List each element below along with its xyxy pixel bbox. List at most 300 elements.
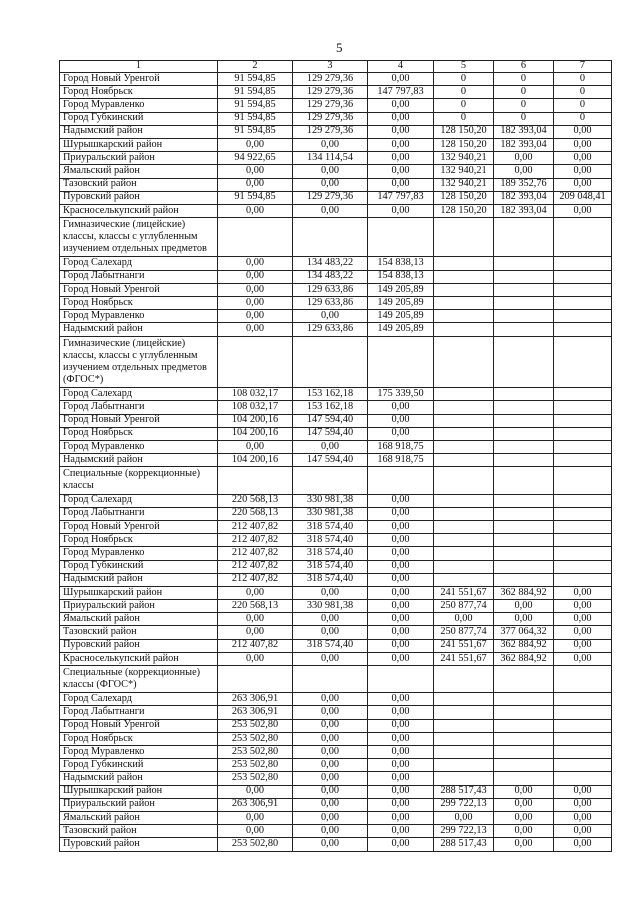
value-cell: 0,00	[494, 838, 554, 851]
value-cell	[434, 719, 494, 732]
region-name: Ямальский район	[60, 811, 218, 824]
value-cell: 132 940,21	[434, 165, 494, 178]
value-cell: 0,00	[368, 706, 434, 719]
table-row	[60, 270, 612, 283]
table-row	[60, 652, 612, 665]
value-cell: 168 918,75	[368, 440, 434, 453]
region-name: Шурышкарский район	[60, 138, 218, 151]
value-cell: 129 279,36	[293, 125, 368, 138]
value-cell: 0,00	[554, 811, 612, 824]
value-cell	[494, 560, 554, 573]
value-cell: 0,00	[368, 112, 434, 125]
value-cell: 0,00	[368, 825, 434, 838]
value-cell: 288 517,43	[434, 838, 494, 851]
value-cell: 0,00	[293, 310, 368, 323]
value-cell	[434, 218, 494, 257]
value-cell	[494, 507, 554, 520]
value-cell	[554, 388, 612, 401]
value-cell: 0	[554, 99, 612, 112]
value-cell: 0	[434, 112, 494, 125]
section-label: Специальные (коррекционные) классы	[60, 467, 218, 494]
value-cell: 0,00	[218, 613, 293, 626]
region-name: Город Муравленко	[60, 99, 218, 112]
value-cell: 0,00	[368, 759, 434, 772]
value-cell	[554, 257, 612, 270]
value-cell: 253 502,80	[218, 746, 293, 759]
value-cell: 153 162,18	[293, 388, 368, 401]
value-cell	[554, 454, 612, 467]
value-cell: 0,00	[293, 706, 368, 719]
table-row	[60, 440, 612, 453]
value-cell: 108 032,17	[218, 401, 293, 414]
value-cell	[554, 693, 612, 706]
value-cell: 0,00	[218, 323, 293, 336]
value-cell: 0,00	[293, 732, 368, 745]
value-cell: 0,00	[554, 178, 612, 191]
region-name: Город Лабытнанги	[60, 507, 218, 520]
value-cell	[434, 336, 494, 388]
value-cell: 0,00	[293, 785, 368, 798]
value-cell: 0,00	[218, 440, 293, 453]
value-cell: 0,00	[368, 785, 434, 798]
value-cell: 0,00	[293, 138, 368, 151]
value-cell: 0,00	[494, 785, 554, 798]
value-cell: 91 594,85	[218, 112, 293, 125]
value-cell	[554, 772, 612, 785]
value-cell	[434, 520, 494, 533]
value-cell: 0,00	[554, 613, 612, 626]
value-cell: 0,00	[218, 310, 293, 323]
region-name: Надымский район	[60, 454, 218, 467]
table-row	[60, 388, 612, 401]
region-name: Город Муравленко	[60, 310, 218, 323]
value-cell: 0,00	[368, 693, 434, 706]
value-cell: 0	[554, 73, 612, 86]
value-cell: 91 594,85	[218, 86, 293, 99]
value-cell: 129 279,36	[293, 191, 368, 204]
value-cell	[434, 297, 494, 310]
table-row	[60, 719, 612, 732]
value-cell: 182 393,04	[494, 204, 554, 217]
value-cell	[434, 746, 494, 759]
value-cell	[293, 666, 368, 693]
value-cell: 250 877,74	[434, 600, 494, 613]
value-cell: 0,00	[368, 494, 434, 507]
value-cell	[554, 283, 612, 296]
value-cell	[554, 520, 612, 533]
value-cell	[434, 772, 494, 785]
value-cell: 0,00	[368, 838, 434, 851]
value-cell: 0,00	[218, 811, 293, 824]
value-cell	[434, 560, 494, 573]
page-number: 5	[336, 40, 343, 55]
region-name: Город Лабытнанги	[60, 401, 218, 414]
value-cell: 241 551,67	[434, 652, 494, 665]
value-cell: 147 797,83	[368, 86, 434, 99]
value-cell: 0,00	[368, 204, 434, 217]
value-cell	[368, 666, 434, 693]
value-cell	[434, 283, 494, 296]
value-cell: 0,00	[554, 125, 612, 138]
region-name: Приуральский район	[60, 600, 218, 613]
value-cell: 0,00	[368, 99, 434, 112]
value-cell	[494, 759, 554, 772]
value-cell	[554, 336, 612, 388]
value-cell: 91 594,85	[218, 73, 293, 86]
table-row	[60, 494, 612, 507]
value-cell: 0,00	[293, 613, 368, 626]
value-cell	[494, 693, 554, 706]
value-cell: 253 502,80	[218, 838, 293, 851]
value-cell: 0,00	[218, 586, 293, 599]
value-cell	[434, 732, 494, 745]
value-cell	[554, 706, 612, 719]
value-cell: 134 483,22	[293, 257, 368, 270]
value-cell: 104 200,16	[218, 454, 293, 467]
value-cell: 263 306,91	[218, 706, 293, 719]
value-cell: 0,00	[293, 719, 368, 732]
header-row	[60, 61, 612, 73]
section-label: Гимназические (лицейские) классы, классы с углубленным изучением отдельных предметов (ФГОС*)	[60, 336, 218, 388]
section-header-row	[60, 218, 612, 257]
value-cell	[494, 401, 554, 414]
value-cell: 212 407,82	[218, 520, 293, 533]
value-cell: 0,00	[434, 811, 494, 824]
value-cell	[434, 440, 494, 453]
value-cell: 128 150,20	[434, 138, 494, 151]
value-cell: 0,00	[368, 401, 434, 414]
value-cell	[434, 467, 494, 494]
value-cell: 149 205,89	[368, 283, 434, 296]
value-cell: 0,00	[554, 798, 612, 811]
column-header: 2	[218, 61, 293, 73]
value-cell	[434, 270, 494, 283]
value-cell: 0	[434, 86, 494, 99]
value-cell: 0,00	[368, 152, 434, 165]
table-body	[60, 73, 612, 852]
value-cell: 253 502,80	[218, 719, 293, 732]
value-cell: 182 393,04	[494, 191, 554, 204]
value-cell	[554, 427, 612, 440]
table-row	[60, 86, 612, 99]
value-cell	[434, 454, 494, 467]
value-cell: 0,00	[293, 838, 368, 851]
table-row	[60, 573, 612, 586]
value-cell: 0,00	[494, 811, 554, 824]
value-cell: 0,00	[368, 746, 434, 759]
value-cell: 0,00	[368, 520, 434, 533]
value-cell	[554, 547, 612, 560]
section-label: Гимназические (лицейские) классы, классы с углубленным изучением отдельных предметов	[60, 218, 218, 257]
region-name: Красноселькупский район	[60, 204, 218, 217]
value-cell	[494, 218, 554, 257]
value-cell: 241 551,67	[434, 586, 494, 599]
value-cell	[293, 336, 368, 388]
value-cell: 147 594,40	[293, 414, 368, 427]
table-row	[60, 297, 612, 310]
column-header: 6	[494, 61, 554, 73]
value-cell	[494, 440, 554, 453]
value-cell: 0,00	[368, 811, 434, 824]
value-cell: 253 502,80	[218, 759, 293, 772]
value-cell	[434, 547, 494, 560]
value-cell: 0	[554, 112, 612, 125]
value-cell: 134 114,54	[293, 152, 368, 165]
table-row	[60, 520, 612, 533]
value-cell	[368, 336, 434, 388]
value-cell: 330 981,38	[293, 600, 368, 613]
column-header: 1	[60, 61, 218, 73]
value-cell: 212 407,82	[218, 534, 293, 547]
region-name: Тазовский район	[60, 626, 218, 639]
region-name: Город Лабытнанги	[60, 706, 218, 719]
table-row	[60, 785, 612, 798]
value-cell	[434, 388, 494, 401]
value-cell: 212 407,82	[218, 639, 293, 652]
table-row	[60, 204, 612, 217]
region-name: Город Ноябрьск	[60, 732, 218, 745]
region-name: Надымский район	[60, 573, 218, 586]
value-cell: 263 306,91	[218, 693, 293, 706]
region-name: Приуральский район	[60, 152, 218, 165]
value-cell	[218, 467, 293, 494]
region-name: Красноселькупский район	[60, 652, 218, 665]
value-cell: 0	[434, 73, 494, 86]
value-cell	[494, 520, 554, 533]
value-cell	[554, 323, 612, 336]
value-cell: 0,00	[293, 759, 368, 772]
value-cell	[293, 218, 368, 257]
value-cell	[218, 336, 293, 388]
value-cell	[554, 560, 612, 573]
section-header-row	[60, 467, 612, 494]
value-cell	[494, 454, 554, 467]
value-cell: 318 574,40	[293, 534, 368, 547]
value-cell: 0,00	[494, 798, 554, 811]
value-cell	[494, 772, 554, 785]
value-cell	[434, 310, 494, 323]
region-name: Город Новый Уренгой	[60, 283, 218, 296]
value-cell: 212 407,82	[218, 560, 293, 573]
value-cell: 0,00	[368, 772, 434, 785]
value-cell	[554, 467, 612, 494]
table-row	[60, 586, 612, 599]
value-cell: 0,00	[368, 427, 434, 440]
value-cell: 0,00	[218, 165, 293, 178]
table-row	[60, 838, 612, 851]
value-cell	[293, 467, 368, 494]
value-cell: 250 877,74	[434, 626, 494, 639]
value-cell: 0,00	[368, 732, 434, 745]
table-row	[60, 191, 612, 204]
value-cell	[434, 494, 494, 507]
table-row	[60, 257, 612, 270]
region-name: Город Ноябрьск	[60, 534, 218, 547]
value-cell: 241 551,67	[434, 639, 494, 652]
column-header: 4	[368, 61, 434, 73]
value-cell: 128 150,20	[434, 125, 494, 138]
table-row	[60, 772, 612, 785]
value-cell: 220 568,13	[218, 600, 293, 613]
region-name: Город Новый Уренгой	[60, 73, 218, 86]
value-cell: 0,00	[218, 626, 293, 639]
value-cell: 128 150,20	[434, 191, 494, 204]
table-row	[60, 706, 612, 719]
section-label: Специальные (коррекционные) классы (ФГОС*)	[60, 666, 218, 693]
value-cell: 0,00	[368, 719, 434, 732]
value-cell: 0,00	[368, 178, 434, 191]
table-row	[60, 732, 612, 745]
value-cell	[434, 666, 494, 693]
value-cell: 168 918,75	[368, 454, 434, 467]
table-row	[60, 414, 612, 427]
value-cell	[494, 547, 554, 560]
value-cell	[434, 759, 494, 772]
value-cell: 0,00	[293, 825, 368, 838]
value-cell: 132 940,21	[434, 152, 494, 165]
value-cell	[554, 401, 612, 414]
value-cell	[494, 414, 554, 427]
value-cell: 147 797,83	[368, 191, 434, 204]
value-cell: 0,00	[554, 838, 612, 851]
region-name: Город Муравленко	[60, 746, 218, 759]
value-cell: 0,00	[368, 414, 434, 427]
value-cell: 0,00	[368, 639, 434, 652]
value-cell	[554, 719, 612, 732]
value-cell: 0,00	[494, 825, 554, 838]
value-cell: 209 048,41	[554, 191, 612, 204]
value-cell	[494, 719, 554, 732]
region-name: Надымский район	[60, 772, 218, 785]
value-cell	[494, 297, 554, 310]
value-cell: 0,00	[218, 652, 293, 665]
table-row	[60, 639, 612, 652]
region-name: Город Губкинский	[60, 112, 218, 125]
value-cell: 129 279,36	[293, 99, 368, 112]
table-row	[60, 310, 612, 323]
table-row	[60, 547, 612, 560]
value-cell	[494, 336, 554, 388]
value-cell	[554, 310, 612, 323]
table-row	[60, 152, 612, 165]
value-cell: 0,00	[554, 600, 612, 613]
value-cell: 0,00	[368, 613, 434, 626]
value-cell: 91 594,85	[218, 191, 293, 204]
value-cell	[494, 573, 554, 586]
value-cell	[554, 534, 612, 547]
value-cell: 129 633,86	[293, 297, 368, 310]
value-cell: 0	[494, 112, 554, 125]
value-cell: 94 922,65	[218, 152, 293, 165]
region-name: Город Ноябрьск	[60, 427, 218, 440]
value-cell	[554, 759, 612, 772]
value-cell: 182 393,04	[494, 125, 554, 138]
value-cell: 91 594,85	[218, 125, 293, 138]
value-cell: 0,00	[368, 507, 434, 520]
value-cell	[554, 440, 612, 453]
value-cell: 0,00	[494, 600, 554, 613]
value-cell: 129 633,86	[293, 283, 368, 296]
value-cell	[494, 388, 554, 401]
value-cell: 0,00	[218, 204, 293, 217]
value-cell: 299 722,13	[434, 798, 494, 811]
value-cell: 212 407,82	[218, 547, 293, 560]
value-cell: 0,00	[494, 165, 554, 178]
region-name: Город Салехард	[60, 693, 218, 706]
column-header: 7	[554, 61, 612, 73]
value-cell: 134 483,22	[293, 270, 368, 283]
table-row	[60, 746, 612, 759]
table-row	[60, 454, 612, 467]
value-cell: 0,00	[368, 626, 434, 639]
value-cell: 0,00	[554, 825, 612, 838]
value-cell: 0,00	[368, 138, 434, 151]
value-cell	[554, 270, 612, 283]
value-cell	[494, 467, 554, 494]
value-cell: 0,00	[293, 440, 368, 453]
value-cell: 0	[554, 86, 612, 99]
value-cell: 0,00	[494, 613, 554, 626]
value-cell: 108 032,17	[218, 388, 293, 401]
region-name: Город Лабытнанги	[60, 270, 218, 283]
value-cell	[554, 414, 612, 427]
value-cell: 0	[494, 99, 554, 112]
region-name: Город Новый Уренгой	[60, 414, 218, 427]
value-cell	[554, 218, 612, 257]
value-cell: 129 279,36	[293, 86, 368, 99]
value-cell: 0,00	[218, 297, 293, 310]
table-row	[60, 427, 612, 440]
value-cell: 0,00	[218, 178, 293, 191]
table-row	[60, 323, 612, 336]
region-name: Город Муравленко	[60, 440, 218, 453]
table-row	[60, 112, 612, 125]
value-cell: 0,00	[293, 652, 368, 665]
value-cell	[494, 666, 554, 693]
value-cell	[494, 427, 554, 440]
value-cell: 0,00	[218, 825, 293, 838]
region-name: Надымский район	[60, 323, 218, 336]
value-cell: 132 940,21	[434, 178, 494, 191]
value-cell: 182 393,04	[494, 138, 554, 151]
value-cell: 0,00	[218, 138, 293, 151]
value-cell: 147 594,40	[293, 427, 368, 440]
value-cell: 0,00	[218, 257, 293, 270]
region-name: Город Салехард	[60, 388, 218, 401]
value-cell: 0	[494, 86, 554, 99]
value-cell: 253 502,80	[218, 772, 293, 785]
table-row	[60, 560, 612, 573]
value-cell: 0,00	[293, 693, 368, 706]
value-cell	[494, 323, 554, 336]
value-cell: 154 838,13	[368, 270, 434, 283]
table-row	[60, 798, 612, 811]
value-cell	[434, 414, 494, 427]
value-cell: 362 884,92	[494, 586, 554, 599]
value-cell	[434, 323, 494, 336]
value-cell: 153 162,18	[293, 401, 368, 414]
table-row	[60, 99, 612, 112]
table-row	[60, 759, 612, 772]
section-header-row	[60, 666, 612, 693]
value-cell: 0,00	[554, 152, 612, 165]
value-cell: 0,00	[368, 125, 434, 138]
value-cell: 0	[434, 99, 494, 112]
table-row	[60, 138, 612, 151]
value-cell: 0,00	[218, 283, 293, 296]
value-cell: 318 574,40	[293, 560, 368, 573]
value-cell	[218, 218, 293, 257]
